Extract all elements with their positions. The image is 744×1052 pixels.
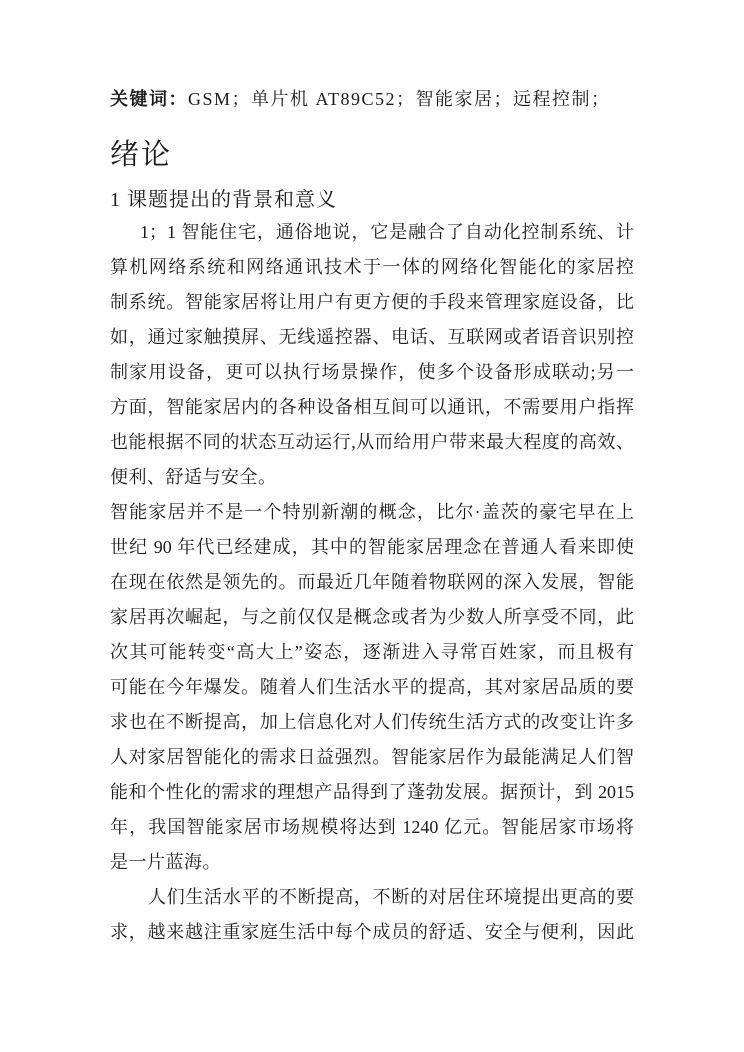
- text-line: 人对家居智能化的需求日益强烈。智能家居作为最能满足人们智: [110, 747, 634, 767]
- text-line: 世纪 90 年代已经建成，其中的智能家居理念在普通人看来即使: [110, 537, 634, 557]
- text-line: 是一片蓝海。: [110, 852, 221, 872]
- paragraph: [110, 880, 634, 950]
- text-line: 制家用设备，更可以执行场景操作，使多个设备形成联动;另一: [110, 362, 634, 382]
- text-line: 能和个性化的需求的理想产品得到了蓬勃发展。据预计，到 2015: [110, 782, 634, 802]
- paragraph: [110, 495, 634, 880]
- keywords-value: GSM；单片机 AT89C52；智能家居；远程控制；: [188, 89, 611, 109]
- text-line: 算机网络系统和网络通讯技术于一体的网络化智能化的家居控: [110, 257, 634, 277]
- text-line: 家居再次崛起，与之前仅仅是概念或者为少数人所享受不同，此: [110, 607, 634, 627]
- text-line: 次其可能转变“高大上”姿态，逐渐进入寻常百姓家，而且极有: [110, 642, 634, 662]
- text-line: 在现在依然是领先的。而最近几年随着物联网的深入发展，智能: [110, 572, 634, 592]
- text-line: 便利、舒适与安全。: [110, 467, 277, 487]
- text-line: 求也在不断提高，加上信息化对人们传统生活方式的改变让许多: [110, 712, 634, 732]
- text-line: 求，越来越注重家庭生活中每个成员的舒适、安全与便利，因此: [110, 922, 634, 942]
- text-line: 方面，智能家居内的各种设备相互间可以通讯，不需要用户指挥: [110, 397, 634, 417]
- text-line: 智能家居并不是一个特别新潮的概念，比尔·盖茨的豪宅早在上: [110, 502, 634, 522]
- text-line: 年，我国智能家居市场规模将达到 1240 亿元。智能居家市场将: [110, 817, 634, 837]
- body-text: [110, 215, 634, 950]
- text-line: 制系统。智能家居将让用户有更方便的手段来管理家庭设备，比: [110, 292, 634, 312]
- text-line: 如，通过家触摸屏、无线遥控器、电话、互联网或者语音识别控: [110, 327, 634, 347]
- text-line: 可能在今年爆发。随着人们生活水平的提高，其对家居品质的要: [110, 677, 634, 697]
- paragraph: [110, 215, 634, 495]
- text-line: 也能根据不同的状态互动运行,从而给用户带来最大程度的高效、: [110, 432, 634, 452]
- keywords-label: 关键词：: [110, 89, 188, 109]
- text-line: 1；1 智能住宅，通俗地说，它是融合了自动化控制系统、计: [140, 222, 634, 242]
- section-title: 1 课题提出的背景和意义: [110, 189, 337, 211]
- text-line: 人们生活水平的不断提高，不断的对居住环境提出更高的要: [148, 887, 634, 907]
- keywords-line: [110, 86, 634, 112]
- chapter-title: 绪论: [110, 139, 173, 171]
